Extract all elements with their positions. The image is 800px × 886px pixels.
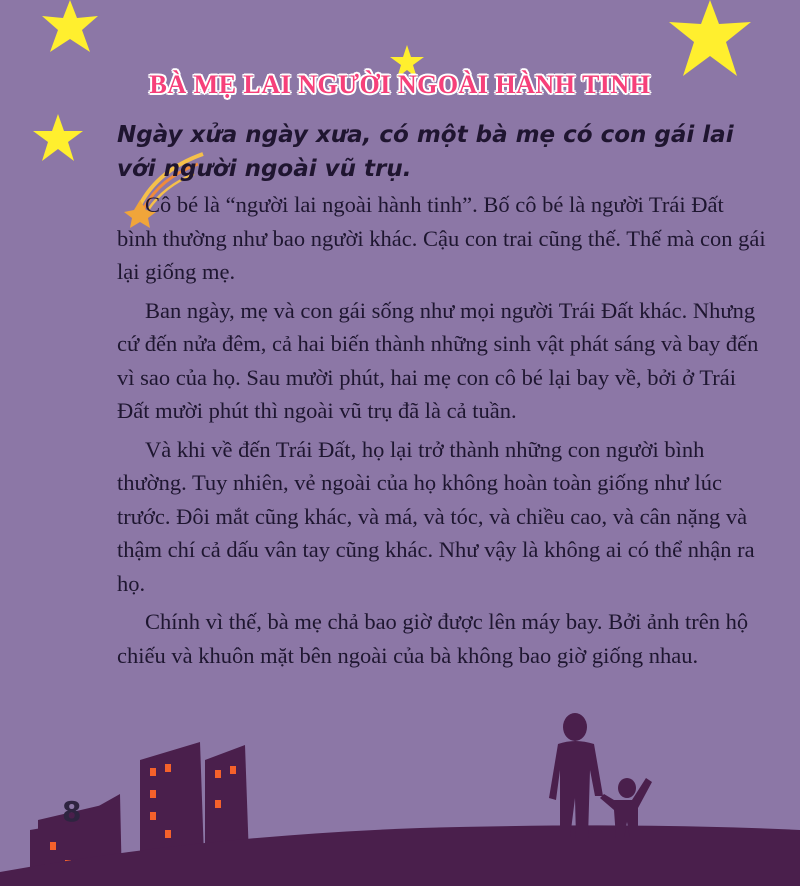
paragraph: Chính vì thế, bà mẹ chả bao giờ được lên máy bay. Bởi ảnh trên hộ chiếu và khuôn mặt bên ngoài của bà không bao giờ giống nhau. xyxy=(117,609,749,668)
paragraph: Và khi về đến Trái Đất, họ lại trở thành những con người bình thường. Tuy nhiên, vẻ ngoài của họ không hoàn toàn giống như lúc trước. Đôi mắt cũng khác, và má, và tóc, và chiều cao, và cân nặng và thậm chí cả dấu vân tay cũng khác. Như vậy là không ai có thể nhận ra họ. xyxy=(117,436,755,596)
story-title: BÀ MẸ LAI NGƯỜI NGOÀI HÀNH TINH xyxy=(149,70,651,99)
paragraph: Cô bé là “người lai ngoài hành tinh”. Bố cô bé là người Trái Đất bình thường như bao người khác. Cậu con trai cũng thế. Thế mà con gái lại giống mẹ. xyxy=(117,192,766,284)
paragraph: Ban ngày, mẹ và con gái sống như mọi người Trái Đất khác. Nhưng cứ đến nửa đêm, cả hai biến thành những sinh vật phát sáng và bay đến vì sao của họ. Sau mười phút, hai mẹ con cô bé lại bay về, bởi ở Trái Đất mười phút thì ngoài vũ trụ đã là cả tuần. xyxy=(117,297,759,423)
page-number: 8 xyxy=(62,795,82,828)
intro-sentence: Ngày xửa ngày xưa, có một bà mẹ có con gái lai với người ngoài vũ trụ. xyxy=(117,122,734,182)
adult-silhouette xyxy=(549,713,603,838)
